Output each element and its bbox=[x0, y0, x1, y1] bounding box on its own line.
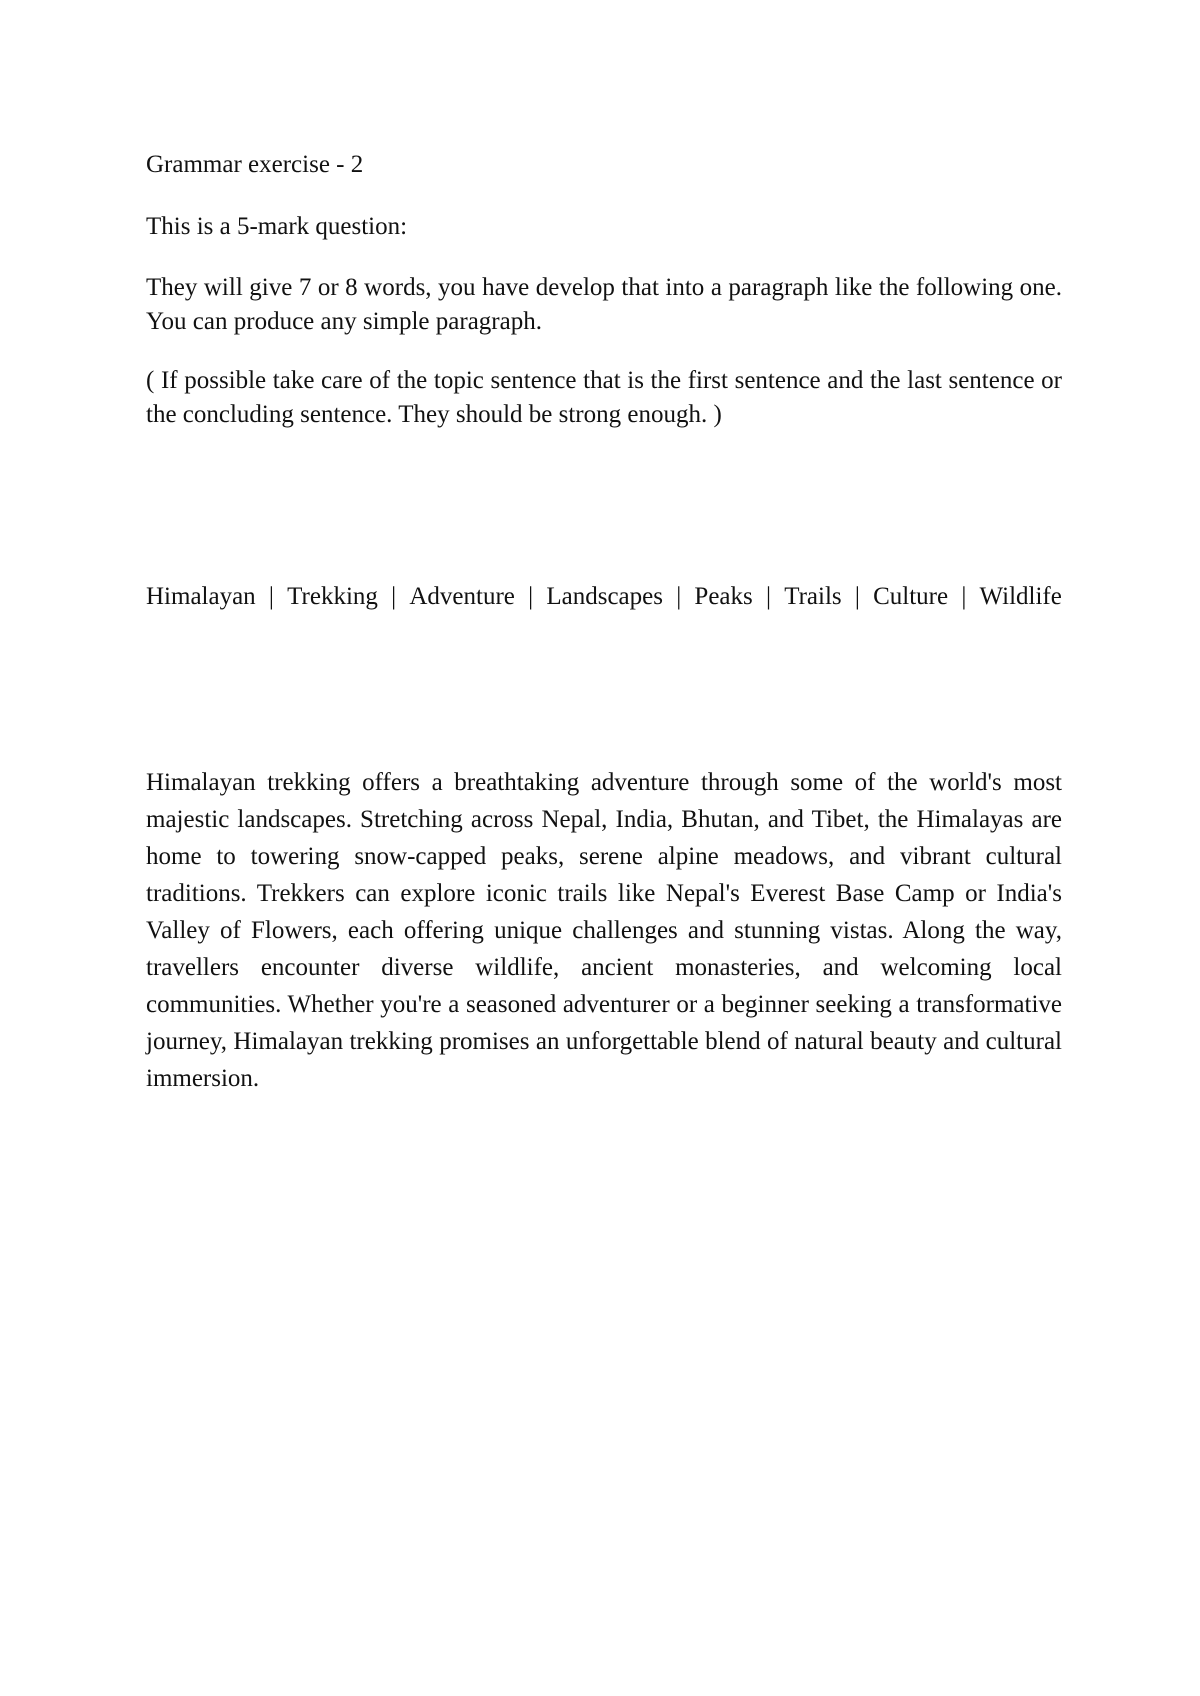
keyword-separator: | bbox=[391, 583, 397, 610]
keyword-item: Trekking bbox=[287, 583, 378, 610]
keyword-separator: | bbox=[268, 583, 274, 610]
keyword-separator: | bbox=[528, 583, 534, 610]
instruction-text: They will give 7 or 8 words, you have develop that into a paragraph like the following one. You can produce any simple paragraph. bbox=[146, 274, 1062, 335]
exercise-title: Grammar exercise - 2 bbox=[146, 151, 364, 178]
keyword-separator: | bbox=[854, 583, 860, 610]
keyword-item: Adventure bbox=[409, 583, 515, 610]
keyword-item: Himalayan bbox=[146, 583, 256, 610]
keyword-item: Peaks bbox=[694, 583, 753, 610]
keyword-item: Trails bbox=[784, 583, 842, 610]
keyword-item: Culture bbox=[873, 583, 949, 610]
keyword-separator: | bbox=[961, 583, 967, 610]
sample-paragraph: Himalayan trekking offers a breathtaking adventure through some of the world's most majestic landscapes. Stretching across Nepal, India, Bhutan, and Tibet, the Himalayas are home to towering snow-capped peaks, serene alpine meadows, and vibrant cultural traditions. Trekkers can explore iconic trails like Nepal's Everest Base Camp or India's Valley of Flowers, each offering unique challenges and stunning vistas. Along the way, travellers encounter diverse wildlife, ancient monasteries, and welcoming local communities. Whether you're a seasoned adventurer or a beginner seeking a transformative journey, Himalayan trekking promises an unforgettable blend of natural beauty and cultural immersion. bbox=[146, 769, 1062, 1092]
keyword-item: Wildlife bbox=[979, 583, 1062, 610]
keyword-separator: | bbox=[765, 583, 771, 610]
note-text: ( If possible take care of the topic sentence that is the first sentence and the last sentence or the concluding sentence. They should be strong enough. ) bbox=[146, 367, 1062, 428]
keyword-list bbox=[146, 580, 1062, 614]
keyword-item: Landscapes bbox=[546, 583, 663, 610]
keyword-separator: | bbox=[676, 583, 682, 610]
question-intro: This is a 5-mark question: bbox=[146, 213, 408, 240]
